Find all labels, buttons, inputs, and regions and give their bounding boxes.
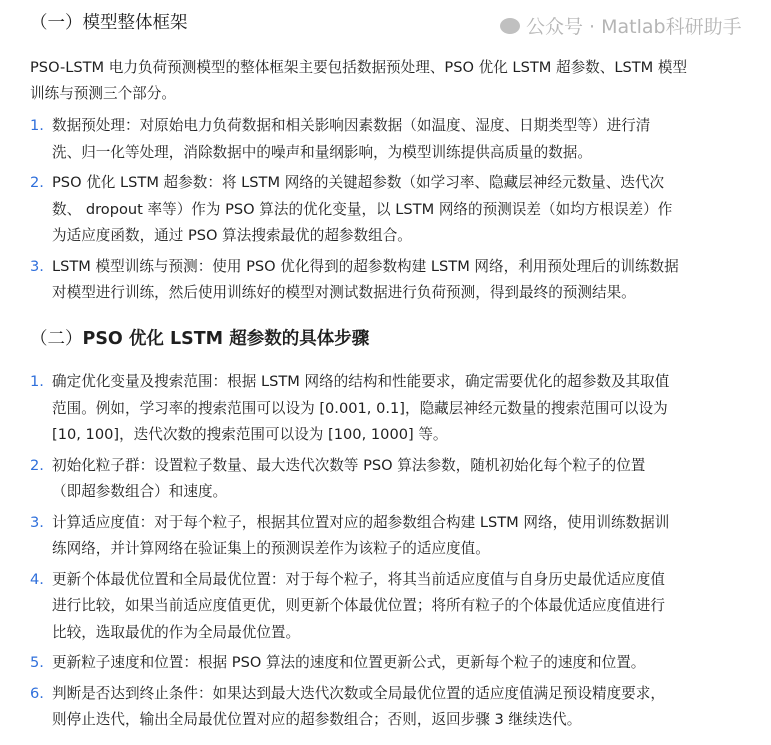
list-item — [30, 170, 750, 250]
text-line: 确定优化变量及搜索范围：根据 LSTM 网络的结构和性能要求，确定需要优化的超参数及其取值 — [52, 373, 670, 390]
text-line: 洗、归一化等处理，消除数据中的噪声和量纲影响，为模型训练提供高质量的数据。 — [52, 143, 592, 161]
text-line: 判断是否达到终止条件：如果达到最大迭代次数或全局最优位置的适应度值满足预设精度要求， — [52, 684, 665, 702]
text-line: 范围。例如，学习率的搜索范围可以设为 [0.001, 0.1]，隐藏层神经元数量的搜索范围可以设为 — [52, 399, 668, 417]
section-heading-steps — [30, 326, 369, 352]
list-number: 1. — [30, 117, 44, 134]
list-number: 4. — [30, 570, 44, 588]
list-number: 6. — [30, 684, 44, 702]
text-line: 为适应度函数，通过 PSO 算法搜索最优的超参数组合。 — [52, 227, 412, 244]
intro-paragraph — [30, 55, 687, 107]
text-line: LSTM 模型训练与预测：使用 PSO 优化得到的超参数构建 LSTM 网络，利用预处理后的训练数据 — [52, 257, 679, 275]
steps-list — [30, 369, 750, 738]
list-number: 1. — [30, 373, 44, 390]
text-line: 则停止迭代，输出全局最优位置对应的超参数组合；否则，返回步骤 3 继续迭代。 — [52, 711, 582, 728]
list-number: 5. — [30, 654, 44, 671]
list-item — [30, 369, 750, 449]
list-number: 3. — [30, 513, 44, 531]
text-line: 比较，选取最优的作为全局最优位置。 — [52, 623, 301, 641]
list-item — [30, 113, 750, 166]
watermark-text: 公众号 · Matlab科研助手 — [526, 16, 742, 38]
heading-bold: PSO 优化 LSTM 超参数的具体步骤 — [82, 329, 370, 349]
text-line: PSO-LSTM 电力负荷预测模型的整体框架主要包括数据预处理、PSO 优化 LSTM 超参数、LSTM 模型 — [30, 59, 688, 76]
list-item — [30, 254, 750, 307]
text-line: 练网络，并计算网络在验证集上的预测误差作为该粒子的适应度值。 — [52, 540, 490, 557]
section-heading-framework: （一）模型整体框架 — [30, 13, 188, 33]
text-line: 初始化粒子群：设置粒子数量、最大迭代次数等 PSO 算法参数，随机初始化每个粒子的位置 — [52, 456, 646, 474]
text-line: PSO 优化 LSTM 超参数：将 LSTM 网络的关键超参数（如学习率、隐藏层神经元数量、迭代次 — [52, 174, 665, 191]
list-item — [30, 510, 750, 563]
text-line: 计算适应度值：对于每个粒子，根据其位置对应的超参数组合构建 LSTM 网络，使用训练数据训 — [52, 513, 670, 531]
text-line: [10, 100]，迭代次数的搜索范围可以设为 [100, 1000] 等。 — [52, 426, 448, 443]
text-line: 数据预处理：对原始电力负荷数据和相关影响因素数据（如温度、湿度、日期类型等）进行清 — [52, 117, 651, 134]
text-line: 数、 dropout 率等）作为 PSO 算法的优化变量，以 LSTM 网络的预测误差（如均方根误差）作 — [52, 200, 673, 218]
text-line: 更新粒子速度和位置：根据 PSO 算法的速度和位置更新公式，更新每个粒子的速度和位置。 — [52, 654, 646, 671]
list-item — [30, 650, 750, 677]
watermark — [500, 12, 742, 39]
list-item — [30, 453, 750, 506]
wechat-icon — [500, 18, 520, 34]
heading-prefix: （二） — [30, 329, 83, 349]
list-number: 3. — [30, 257, 44, 275]
list-number: 2. — [30, 174, 44, 191]
text-line: 进行比较，如果当前适应度值更优，则更新个体最优位置；将所有粒子的个体最优适应度值进行 — [52, 597, 665, 614]
list-number: 2. — [30, 456, 44, 474]
text-line: 对模型进行训练，然后使用训练好的模型对测试数据进行负荷预测，得到最终的预测结果。 — [52, 284, 636, 301]
text-line: 训练与预测三个部分。 — [30, 85, 176, 102]
framework-list — [30, 113, 750, 311]
text-line: （即超参数组合）和速度。 — [52, 483, 228, 500]
list-item — [30, 681, 750, 734]
text-line: 更新个体最优位置和全局最优位置：对于每个粒子，将其当前适应度值与自身历史最优适应度值 — [52, 570, 665, 588]
list-item — [30, 567, 750, 647]
